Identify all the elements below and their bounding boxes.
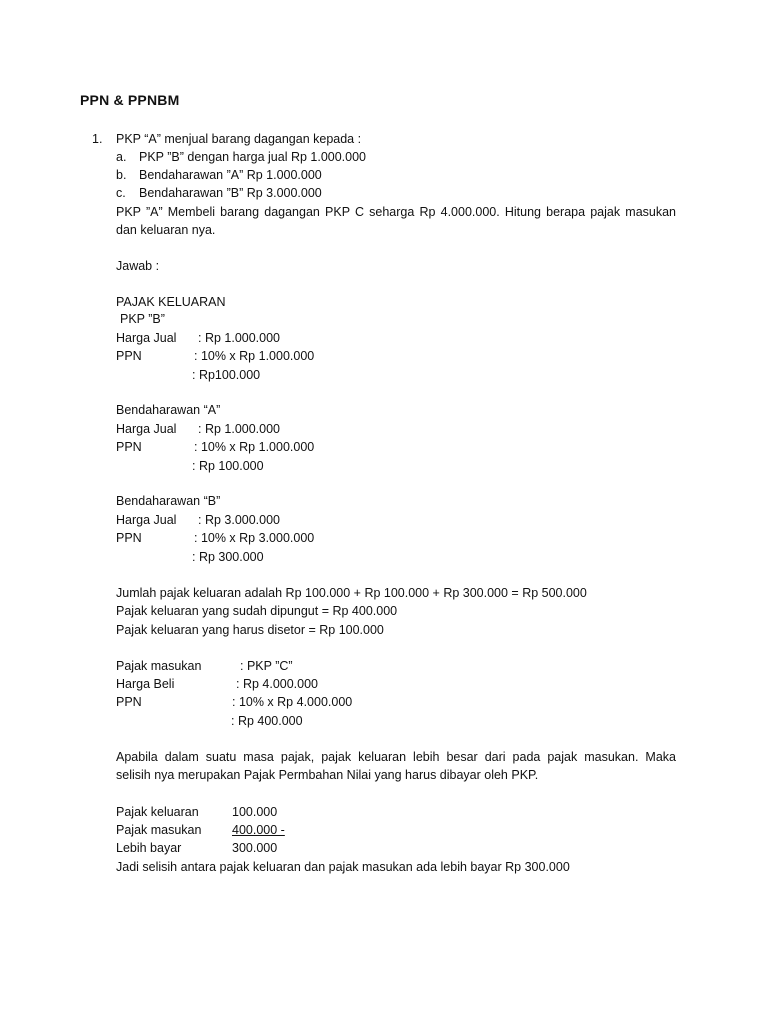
summary-line: Jumlah pajak keluaran adalah Rp 100.000 + Rp 100.000 + Rp 300.000 = Rp 500.000 xyxy=(116,586,587,600)
list-marker: c. xyxy=(116,186,126,200)
summary-line: Pajak keluaran yang sudah dipungut = Rp 400.000 xyxy=(116,604,398,618)
row-value: : 10% x Rp 3.000.000 xyxy=(194,531,315,545)
row-value: : 10% x Rp 4.000.000 xyxy=(232,695,353,709)
list-marker: a. xyxy=(116,150,127,164)
conclusion-line: Jadi selisih antara pajak keluaran dan pajak masukan ada lebih bayar Rp 300.000 xyxy=(116,860,570,874)
subsection-title: Bendaharawan “B” xyxy=(116,494,221,508)
question-intro: PKP “A” menjual barang dagangan kepada : xyxy=(116,132,362,146)
list-item: PKP ”B” dengan harga jual Rp 1.000.000 xyxy=(139,150,367,164)
row-label: PPN xyxy=(116,440,142,454)
row-label: Harga Beli xyxy=(116,677,175,691)
calc-label: Pajak keluaran xyxy=(116,805,199,819)
summary-line: Pajak keluaran yang harus disetor = Rp 100.000 xyxy=(116,623,384,637)
row-value: : 10% x Rp 1.000.000 xyxy=(194,349,315,363)
row-label: PPN xyxy=(116,695,142,709)
row-value: : Rp 3.000.000 xyxy=(198,513,281,527)
section-heading: PAJAK KELUARAN xyxy=(116,295,226,309)
row-label: Harga Jual xyxy=(116,513,177,527)
row-result: : Rp100.000 xyxy=(192,368,261,382)
row-value: : Rp 1.000.000 xyxy=(198,422,281,436)
list-item: Bendaharawan ”B” Rp 3.000.000 xyxy=(139,186,322,200)
row-label: PPN xyxy=(116,531,142,545)
row-label: Harga Jual xyxy=(116,422,177,436)
calc-label: Lebih bayar xyxy=(116,841,182,855)
subsection-title: Bendaharawan “A” xyxy=(116,403,221,417)
subsection-title: PKP ”B” xyxy=(120,312,165,326)
calc-value: 300.000 xyxy=(232,841,278,855)
row-label: PPN xyxy=(116,349,142,363)
calc-value: 100.000 xyxy=(232,805,278,819)
row-label: Pajak masukan xyxy=(116,659,202,673)
paragraph-line: selisih nya merupakan Pajak Permbahan Nilai yang harus dibayar oleh PKP. xyxy=(116,768,539,782)
calc-value: 400.000 - xyxy=(232,823,285,837)
row-result: : Rp 100.000 xyxy=(192,459,264,473)
answer-heading: Jawab : xyxy=(116,259,160,273)
page-title: PPN & PPNBM xyxy=(80,92,180,108)
question-number: 1. xyxy=(92,132,103,146)
question-text: PKP ”A” Membeli barang dagangan PKP C seharga Rp 4.000.000. Hitung berapa pajak masukan xyxy=(116,205,676,219)
calc-label: Pajak masukan xyxy=(116,823,202,837)
row-value: : Rp 1.000.000 xyxy=(198,331,281,345)
row-value: : Rp 4.000.000 xyxy=(236,677,319,691)
row-result: : Rp 300.000 xyxy=(192,550,264,564)
row-value: : 10% x Rp 1.000.000 xyxy=(194,440,315,454)
question-text: dan keluaran nya. xyxy=(116,223,216,237)
row-result: : Rp 400.000 xyxy=(231,714,303,728)
row-label: Harga Jual xyxy=(116,331,177,345)
list-item: Bendaharawan ”A” Rp 1.000.000 xyxy=(139,168,322,182)
row-value: : PKP ”C” xyxy=(240,659,293,673)
list-marker: b. xyxy=(116,168,127,182)
paragraph-line: Apabila dalam suatu masa pajak, pajak keluaran lebih besar dari pada pajak masukan. Maka xyxy=(116,750,676,764)
